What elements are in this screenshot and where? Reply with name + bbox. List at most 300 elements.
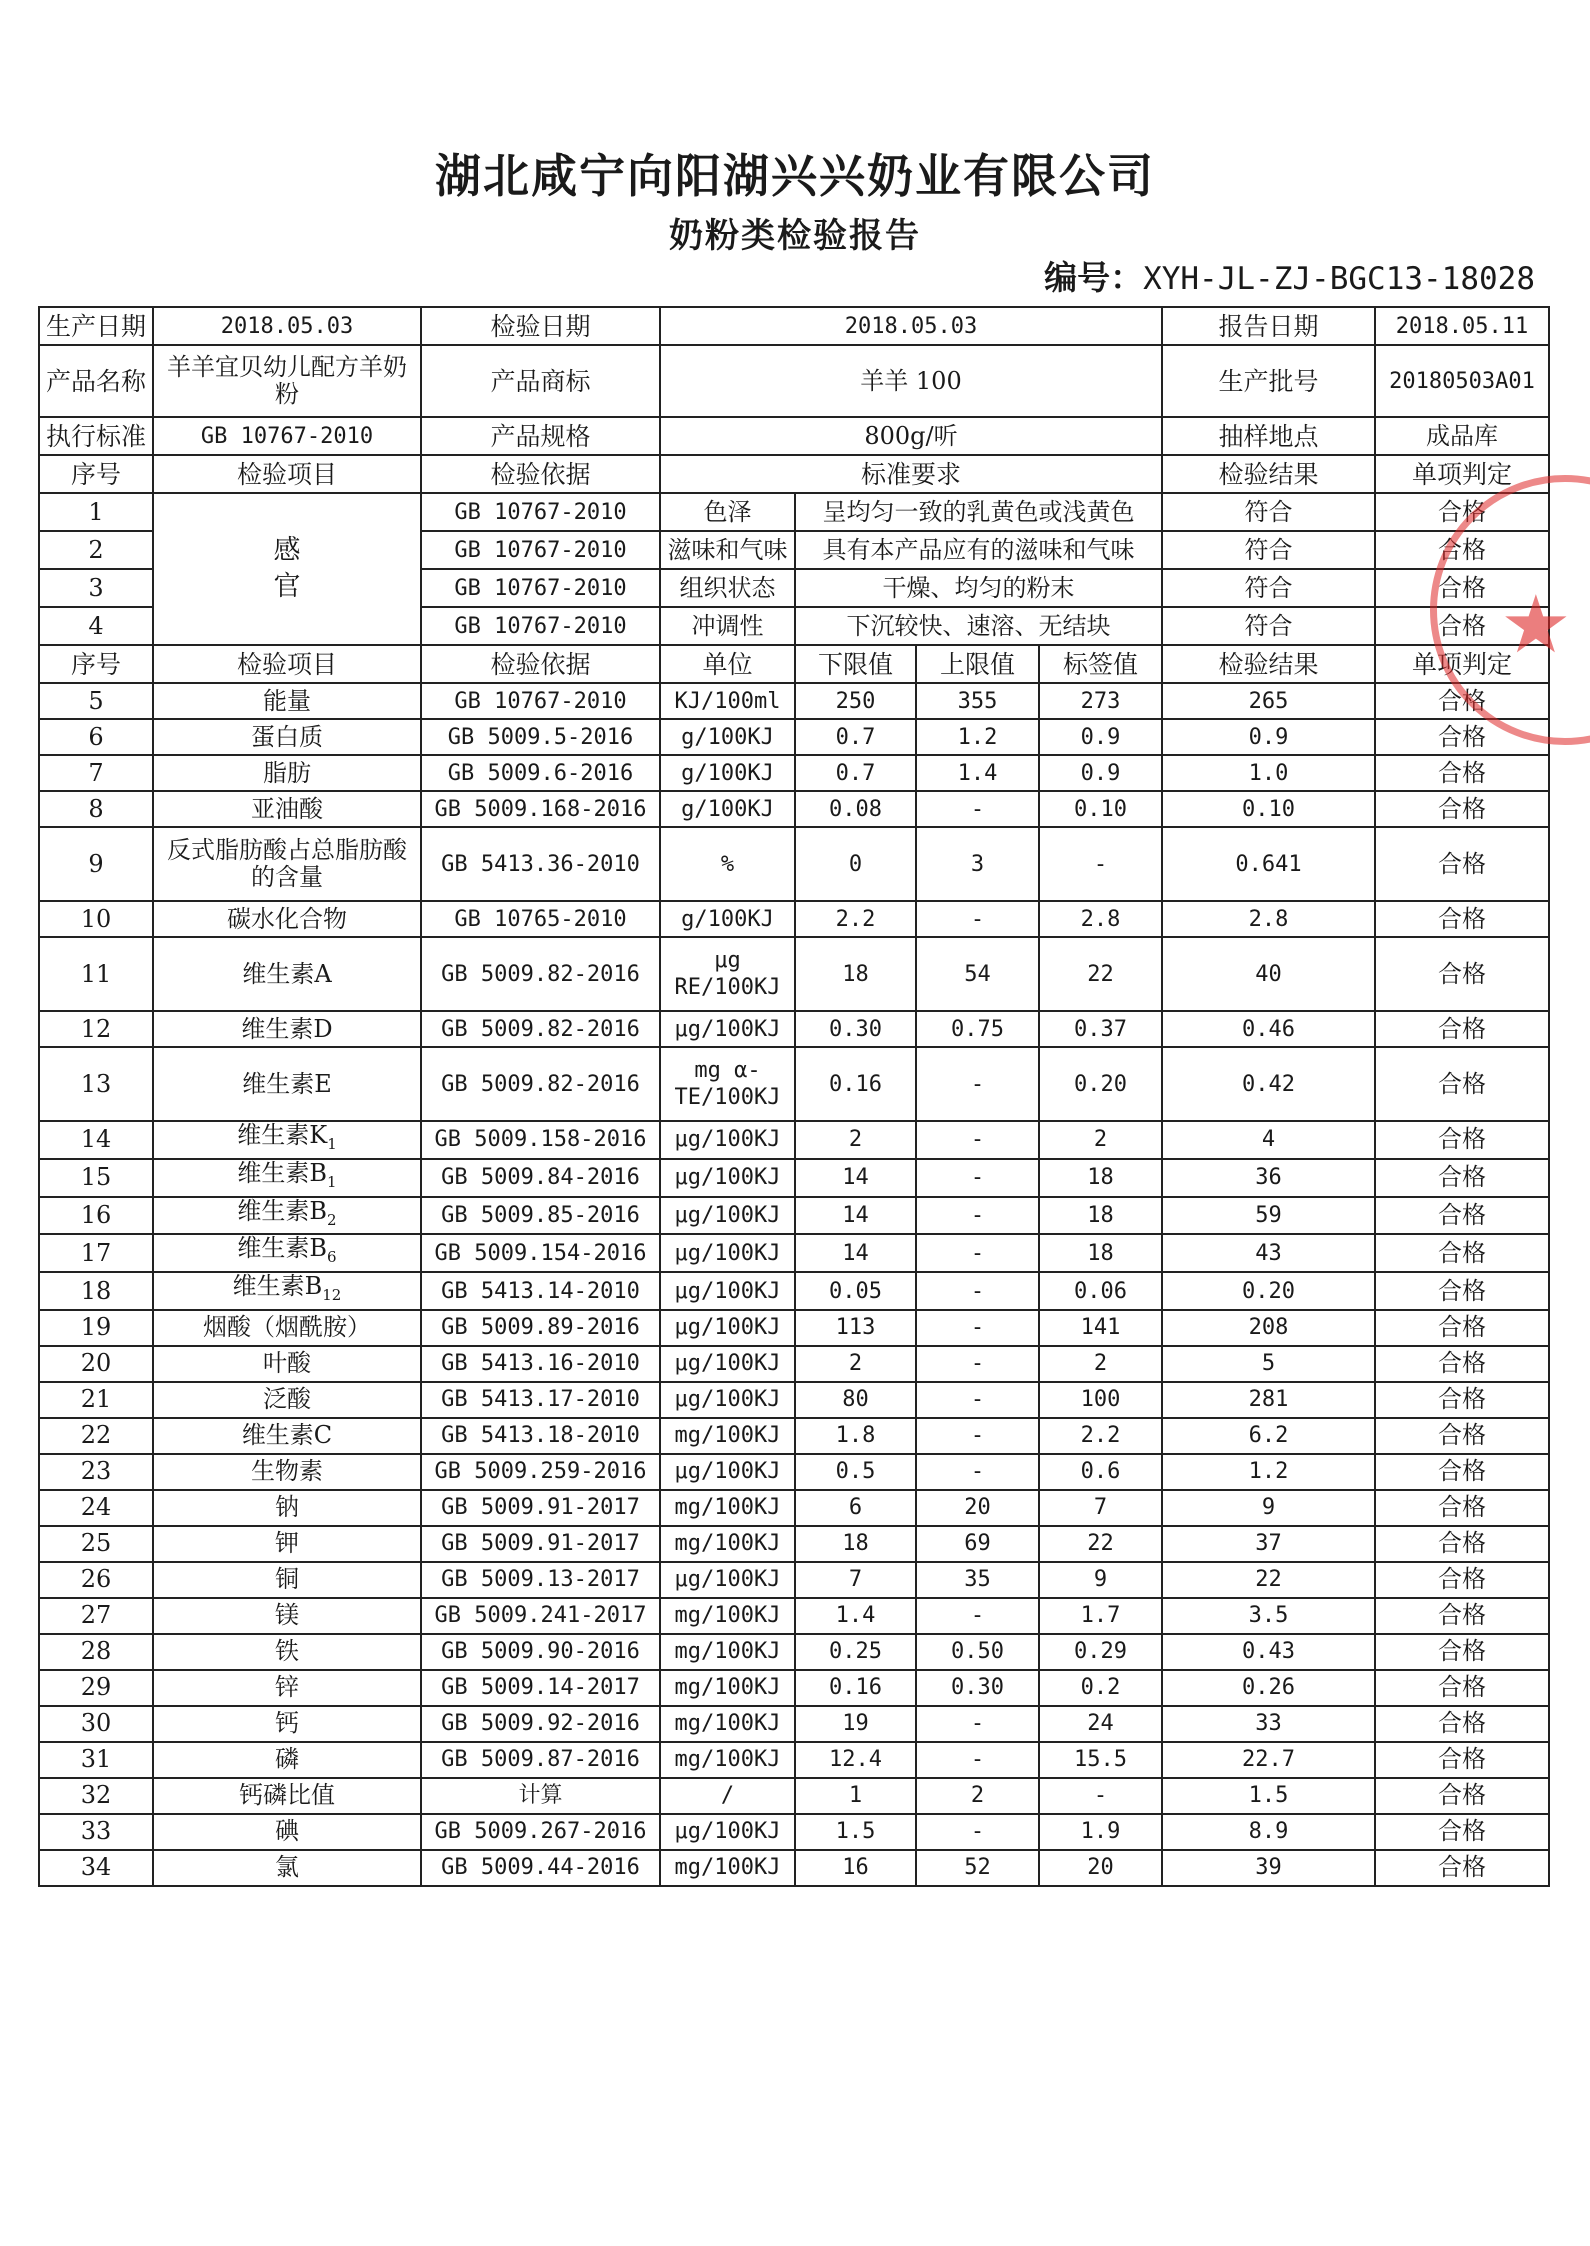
row-attribute: 滋味和气味	[660, 531, 795, 569]
row-result: 0.641	[1162, 827, 1375, 901]
row-min: 7	[795, 1562, 916, 1598]
row-item: 维生素C	[153, 1418, 421, 1454]
row-basis: GB 5009.168-2016	[421, 791, 660, 827]
row-basis: GB 5009.267-2016	[421, 1814, 660, 1850]
row-no: 11	[39, 937, 153, 1011]
inspection-date-label: 检验日期	[421, 307, 660, 345]
row-no: 7	[39, 755, 153, 791]
header-result: 检验结果	[1162, 455, 1375, 493]
row-label: 0.37	[1039, 1011, 1162, 1047]
row-min: 1.5	[795, 1814, 916, 1850]
row-label: 15.5	[1039, 1742, 1162, 1778]
row-result: 22	[1162, 1562, 1375, 1598]
batch-value: 20180503A01	[1375, 345, 1549, 417]
row-no: 22	[39, 1418, 153, 1454]
row-item: 维生素A	[153, 937, 421, 1011]
row-max: 1.4	[916, 755, 1039, 791]
row-result: 8.9	[1162, 1814, 1375, 1850]
row-label: 22	[1039, 1526, 1162, 1562]
standard-value: GB 10767-2010	[153, 417, 421, 455]
row-label: 0.9	[1039, 719, 1162, 755]
standard-label: 执行标准	[39, 417, 153, 455]
row-verdict: 合格	[1375, 719, 1549, 755]
row-verdict: 合格	[1375, 1850, 1549, 1886]
row-item: 钙磷比值	[153, 1778, 421, 1814]
row-verdict: 合格	[1375, 1234, 1549, 1272]
row-label: 2	[1039, 1121, 1162, 1159]
row-basis: 计算	[421, 1778, 660, 1814]
row-unit: mg/100KJ	[660, 1706, 795, 1742]
row-no: 1	[39, 493, 153, 531]
row-basis: GB 10767-2010	[421, 531, 660, 569]
row-basis: GB 5009.92-2016	[421, 1706, 660, 1742]
row-unit: mg/100KJ	[660, 1526, 795, 1562]
row-min: 0.25	[795, 1634, 916, 1670]
row-item: 钙	[153, 1706, 421, 1742]
row-max: -	[916, 791, 1039, 827]
row-no: 4	[39, 607, 153, 645]
row-item	[153, 1121, 421, 1159]
nutrient-row	[39, 937, 1549, 1011]
row-label: 0.2	[1039, 1670, 1162, 1706]
row-verdict: 合格	[1375, 1047, 1549, 1121]
row-max: 54	[916, 937, 1039, 1011]
row-unit: mg α-TE/100KJ	[660, 1047, 795, 1121]
row-item: 生物素	[153, 1454, 421, 1490]
nutrient-row	[39, 1742, 1549, 1778]
row-min: 2	[795, 1121, 916, 1159]
row-no: 17	[39, 1234, 153, 1272]
row-label: 0.20	[1039, 1047, 1162, 1121]
row-result: 符合	[1162, 531, 1375, 569]
row-unit: %	[660, 827, 795, 901]
row-unit: μg/100KJ	[660, 1011, 795, 1047]
row-label: 0.9	[1039, 755, 1162, 791]
row-no: 24	[39, 1490, 153, 1526]
row-attribute: 冲调性	[660, 607, 795, 645]
row-unit: mg/100KJ	[660, 1490, 795, 1526]
row-min: 0.30	[795, 1011, 916, 1047]
row-result: 符合	[1162, 569, 1375, 607]
inspection-table	[38, 306, 1550, 1887]
row-result: 5	[1162, 1346, 1375, 1382]
row-unit: KJ/100ml	[660, 683, 795, 719]
header-no: 序号	[39, 455, 153, 493]
row-requirement: 具有本产品应有的滋味和气味	[795, 531, 1162, 569]
row-no: 3	[39, 569, 153, 607]
row-result: 6.2	[1162, 1418, 1375, 1454]
row-basis: GB 5009.90-2016	[421, 1634, 660, 1670]
row-result: 59	[1162, 1197, 1375, 1235]
row-verdict: 合格	[1375, 683, 1549, 719]
report-number-label: 编号：	[1044, 258, 1144, 297]
row-item: 蛋白质	[153, 719, 421, 755]
info-row-3	[39, 417, 1549, 455]
row-unit: /	[660, 1778, 795, 1814]
nutrient-row	[39, 1814, 1549, 1850]
row-no: 8	[39, 791, 153, 827]
row-basis: GB 5009.44-2016	[421, 1850, 660, 1886]
nutrient-row	[39, 1234, 1549, 1272]
row-unit: μg/100KJ	[660, 1197, 795, 1235]
nutrient-row	[39, 719, 1549, 755]
row-min: 1	[795, 1778, 916, 1814]
row-no: 28	[39, 1634, 153, 1670]
row-no: 32	[39, 1778, 153, 1814]
seal-star-icon: ★	[1500, 578, 1572, 671]
row-item: 维生素E	[153, 1047, 421, 1121]
row-basis: GB 5413.17-2010	[421, 1382, 660, 1418]
row-no: 29	[39, 1670, 153, 1706]
row-min: 14	[795, 1234, 916, 1272]
row-label: 100	[1039, 1382, 1162, 1418]
nutrient-row	[39, 1706, 1549, 1742]
row-item: 铜	[153, 1562, 421, 1598]
row-item-name: 维生素B	[237, 1196, 328, 1225]
row-max: -	[916, 1234, 1039, 1272]
header-no: 序号	[39, 645, 153, 683]
row-item: 钾	[153, 1526, 421, 1562]
row-unit: g/100KJ	[660, 755, 795, 791]
row-result: 0.9	[1162, 719, 1375, 755]
report-title: 奶粉类检验报告	[669, 216, 921, 256]
row-result: 3.5	[1162, 1598, 1375, 1634]
header-item: 检验项目	[153, 645, 421, 683]
row-requirement: 呈均匀一致的乳黄色或浅黄色	[795, 493, 1162, 531]
sensory-header-row	[39, 455, 1549, 493]
row-item-subscript: 6	[327, 1248, 337, 1267]
row-basis: GB 5009.13-2017	[421, 1562, 660, 1598]
row-basis: GB 5413.18-2010	[421, 1418, 660, 1454]
nutrient-row	[39, 1526, 1549, 1562]
row-label: 0.06	[1039, 1272, 1162, 1310]
nutrient-row	[39, 791, 1549, 827]
row-item-subscript: 1	[327, 1172, 337, 1191]
row-item: 碳水化合物	[153, 901, 421, 937]
row-min: 1.4	[795, 1598, 916, 1634]
row-max: 0.50	[916, 1634, 1039, 1670]
company-name: 湖北咸宁向阳湖兴兴奶业有限公司	[435, 149, 1155, 203]
row-no: 12	[39, 1011, 153, 1047]
nutrient-row	[39, 1562, 1549, 1598]
row-basis: GB 5009.158-2016	[421, 1121, 660, 1159]
row-label: 18	[1039, 1234, 1162, 1272]
header-result: 检验结果	[1162, 645, 1375, 683]
row-result: 37	[1162, 1526, 1375, 1562]
row-result: 208	[1162, 1310, 1375, 1346]
row-verdict: 合格	[1375, 569, 1549, 607]
row-verdict: 合格	[1375, 493, 1549, 531]
row-min: 19	[795, 1706, 916, 1742]
row-min: 0.05	[795, 1272, 916, 1310]
row-label: 0.29	[1039, 1634, 1162, 1670]
row-basis: GB 5009.82-2016	[421, 937, 660, 1011]
row-unit: μg/100KJ	[660, 1121, 795, 1159]
report-number-value: XYH-JL-ZJ-BGC13-18028	[1143, 261, 1535, 297]
nutrient-row	[39, 1159, 1549, 1197]
row-min: 12.4	[795, 1742, 916, 1778]
row-min: 16	[795, 1850, 916, 1886]
row-label: 18	[1039, 1197, 1162, 1235]
nutrient-row	[39, 1272, 1549, 1310]
report-date-value: 2018.05.11	[1375, 307, 1549, 345]
row-basis: GB 5009.91-2017	[421, 1526, 660, 1562]
row-no: 18	[39, 1272, 153, 1310]
row-unit: mg/100KJ	[660, 1418, 795, 1454]
info-row-2	[39, 345, 1549, 417]
row-no: 14	[39, 1121, 153, 1159]
row-min: 14	[795, 1197, 916, 1235]
row-max: -	[916, 1047, 1039, 1121]
row-verdict: 合格	[1375, 1526, 1549, 1562]
row-item: 铁	[153, 1634, 421, 1670]
row-verdict: 合格	[1375, 1454, 1549, 1490]
row-no: 23	[39, 1454, 153, 1490]
row-no: 15	[39, 1159, 153, 1197]
nutrient-row	[39, 1346, 1549, 1382]
nutrient-row	[39, 1490, 1549, 1526]
row-result: 0.20	[1162, 1272, 1375, 1310]
row-min: 6	[795, 1490, 916, 1526]
row-min: 1.8	[795, 1418, 916, 1454]
header-requirement: 标准要求	[660, 455, 1162, 493]
row-min: 2.2	[795, 901, 916, 937]
nutrient-row	[39, 1197, 1549, 1235]
row-basis: GB 10767-2010	[421, 607, 660, 645]
row-verdict: 合格	[1375, 607, 1549, 645]
row-item	[153, 1272, 421, 1310]
row-unit: g/100KJ	[660, 791, 795, 827]
row-basis: GB 5009.91-2017	[421, 1490, 660, 1526]
row-label: 2	[1039, 1346, 1162, 1382]
row-max: -	[916, 1382, 1039, 1418]
row-verdict: 合格	[1375, 827, 1549, 901]
row-unit: μg/100KJ	[660, 1346, 795, 1382]
row-no: 6	[39, 719, 153, 755]
row-verdict: 合格	[1375, 1011, 1549, 1047]
header-basis: 检验依据	[421, 645, 660, 683]
row-no: 30	[39, 1706, 153, 1742]
row-item: 泛酸	[153, 1382, 421, 1418]
report-date-label: 报告日期	[1162, 307, 1375, 345]
row-item: 镁	[153, 1598, 421, 1634]
row-label: 24	[1039, 1706, 1162, 1742]
row-verdict: 合格	[1375, 531, 1549, 569]
row-no: 25	[39, 1526, 153, 1562]
nutrient-row	[39, 1382, 1549, 1418]
row-verdict: 合格	[1375, 901, 1549, 937]
row-item	[153, 1234, 421, 1272]
nutrient-row	[39, 1011, 1549, 1047]
row-no: 31	[39, 1742, 153, 1778]
nutrient-row	[39, 1670, 1549, 1706]
row-max: -	[916, 1814, 1039, 1850]
row-result: 39	[1162, 1850, 1375, 1886]
row-unit: μg/100KJ	[660, 1234, 795, 1272]
row-no: 10	[39, 901, 153, 937]
sampling-value: 成品库	[1375, 417, 1549, 455]
row-verdict: 合格	[1375, 1814, 1549, 1850]
row-no: 19	[39, 1310, 153, 1346]
row-result: 0.46	[1162, 1011, 1375, 1047]
row-result: 2.8	[1162, 901, 1375, 937]
row-label: 7	[1039, 1490, 1162, 1526]
row-max: -	[916, 1121, 1039, 1159]
row-item	[153, 1159, 421, 1197]
row-max: 2	[916, 1778, 1039, 1814]
row-max: -	[916, 1159, 1039, 1197]
row-label: 18	[1039, 1159, 1162, 1197]
sensory-group-label: 感 官	[153, 493, 421, 645]
row-max: -	[916, 1418, 1039, 1454]
row-max: -	[916, 1706, 1039, 1742]
row-no: 13	[39, 1047, 153, 1121]
row-label: -	[1039, 827, 1162, 901]
row-label: 1.9	[1039, 1814, 1162, 1850]
nutrient-row	[39, 1121, 1549, 1159]
row-max: 35	[916, 1562, 1039, 1598]
row-min: 18	[795, 937, 916, 1011]
row-unit: mg/100KJ	[660, 1670, 795, 1706]
row-item: 烟酸（烟酰胺）	[153, 1310, 421, 1346]
row-basis: GB 5009.84-2016	[421, 1159, 660, 1197]
row-item: 能量	[153, 683, 421, 719]
row-label: 0.10	[1039, 791, 1162, 827]
row-label: 141	[1039, 1310, 1162, 1346]
header-verdict: 单项判定	[1375, 455, 1549, 493]
row-label: 1.7	[1039, 1598, 1162, 1634]
row-verdict: 合格	[1375, 1670, 1549, 1706]
row-item: 碘	[153, 1814, 421, 1850]
row-verdict: 合格	[1375, 1598, 1549, 1634]
row-basis: GB 10767-2010	[421, 569, 660, 607]
nutrient-row	[39, 1310, 1549, 1346]
row-unit: μg/100KJ	[660, 1159, 795, 1197]
nutrient-header-row	[39, 645, 1549, 683]
spec-value: 800g/听	[660, 417, 1162, 455]
row-requirement: 下沉较快、速溶、无结块	[795, 607, 1162, 645]
row-label: 2.2	[1039, 1418, 1162, 1454]
row-result: 265	[1162, 683, 1375, 719]
header-verdict: 单项判定	[1375, 645, 1549, 683]
row-max: 0.30	[916, 1670, 1039, 1706]
row-max: -	[916, 1454, 1039, 1490]
header-item: 检验项目	[153, 455, 421, 493]
row-result: 0.42	[1162, 1047, 1375, 1121]
row-unit: μg/100KJ	[660, 1814, 795, 1850]
row-result: 1.0	[1162, 755, 1375, 791]
nutrient-row	[39, 901, 1549, 937]
row-item-name: 维生素B	[232, 1272, 323, 1301]
row-verdict: 合格	[1375, 1159, 1549, 1197]
row-min: 0.5	[795, 1454, 916, 1490]
row-basis: GB 5413.14-2010	[421, 1272, 660, 1310]
row-basis: GB 10767-2010	[421, 493, 660, 531]
row-basis: GB 5009.87-2016	[421, 1742, 660, 1778]
row-min: 0.08	[795, 791, 916, 827]
row-verdict: 合格	[1375, 1272, 1549, 1310]
row-min: 80	[795, 1382, 916, 1418]
row-basis: GB 5009.259-2016	[421, 1454, 660, 1490]
row-verdict: 合格	[1375, 1310, 1549, 1346]
row-item: 叶酸	[153, 1346, 421, 1382]
row-max: -	[916, 1598, 1039, 1634]
row-result: 36	[1162, 1159, 1375, 1197]
row-label: 2.8	[1039, 901, 1162, 937]
row-result: 0.10	[1162, 791, 1375, 827]
row-verdict: 合格	[1375, 1346, 1549, 1382]
row-item: 反式脂肪酸占总脂肪酸的含量	[153, 827, 421, 901]
nutrient-row	[39, 1454, 1549, 1490]
row-max: 3	[916, 827, 1039, 901]
nutrient-row	[39, 1778, 1549, 1814]
row-min: 14	[795, 1159, 916, 1197]
row-min: 0.16	[795, 1670, 916, 1706]
row-unit: g/100KJ	[660, 901, 795, 937]
row-verdict: 合格	[1375, 1197, 1549, 1235]
row-item: 维生素D	[153, 1011, 421, 1047]
row-basis: GB 5009.82-2016	[421, 1011, 660, 1047]
nutrient-row	[39, 1598, 1549, 1634]
row-basis: GB 5009.5-2016	[421, 719, 660, 755]
row-max: -	[916, 901, 1039, 937]
row-item-name: 维生素K	[237, 1121, 328, 1149]
row-item: 锌	[153, 1670, 421, 1706]
row-result: 9	[1162, 1490, 1375, 1526]
row-label: 20	[1039, 1850, 1162, 1886]
row-verdict: 合格	[1375, 1490, 1549, 1526]
row-verdict: 合格	[1375, 1742, 1549, 1778]
row-item: 氯	[153, 1850, 421, 1886]
row-no: 5	[39, 683, 153, 719]
row-min: 0.7	[795, 719, 916, 755]
report-number	[1044, 252, 1535, 299]
header-label: 标签值	[1039, 645, 1162, 683]
row-result: 符合	[1162, 607, 1375, 645]
row-unit: mg/100KJ	[660, 1742, 795, 1778]
row-min: 0.7	[795, 755, 916, 791]
row-result: 符合	[1162, 493, 1375, 531]
row-attribute: 色泽	[660, 493, 795, 531]
row-item-subscript: 2	[327, 1210, 337, 1229]
row-attribute: 组织状态	[660, 569, 795, 607]
row-no: 26	[39, 1562, 153, 1598]
row-item	[153, 1197, 421, 1235]
nutrient-row	[39, 1418, 1549, 1454]
row-item-subscript: 12	[322, 1285, 342, 1304]
row-item-name: 维生素B	[237, 1158, 328, 1187]
header-max: 上限值	[916, 645, 1039, 683]
row-max: 0.75	[916, 1011, 1039, 1047]
nutrient-row	[39, 1634, 1549, 1670]
row-min: 113	[795, 1310, 916, 1346]
nutrient-row	[39, 827, 1549, 901]
row-min: 250	[795, 683, 916, 719]
product-name-value: 羊羊宜贝幼儿配方羊奶粉	[153, 345, 421, 417]
info-row-1	[39, 307, 1549, 345]
row-basis: GB 5009.154-2016	[421, 1234, 660, 1272]
row-no: 34	[39, 1850, 153, 1886]
row-result: 281	[1162, 1382, 1375, 1418]
row-basis: GB 10765-2010	[421, 901, 660, 937]
sensory-row	[39, 493, 1549, 531]
row-result: 1.5	[1162, 1778, 1375, 1814]
row-max: 69	[916, 1526, 1039, 1562]
header-basis: 检验依据	[421, 455, 660, 493]
row-verdict: 合格	[1375, 1121, 1549, 1159]
row-max: -	[916, 1197, 1039, 1235]
row-max: -	[916, 1272, 1039, 1310]
